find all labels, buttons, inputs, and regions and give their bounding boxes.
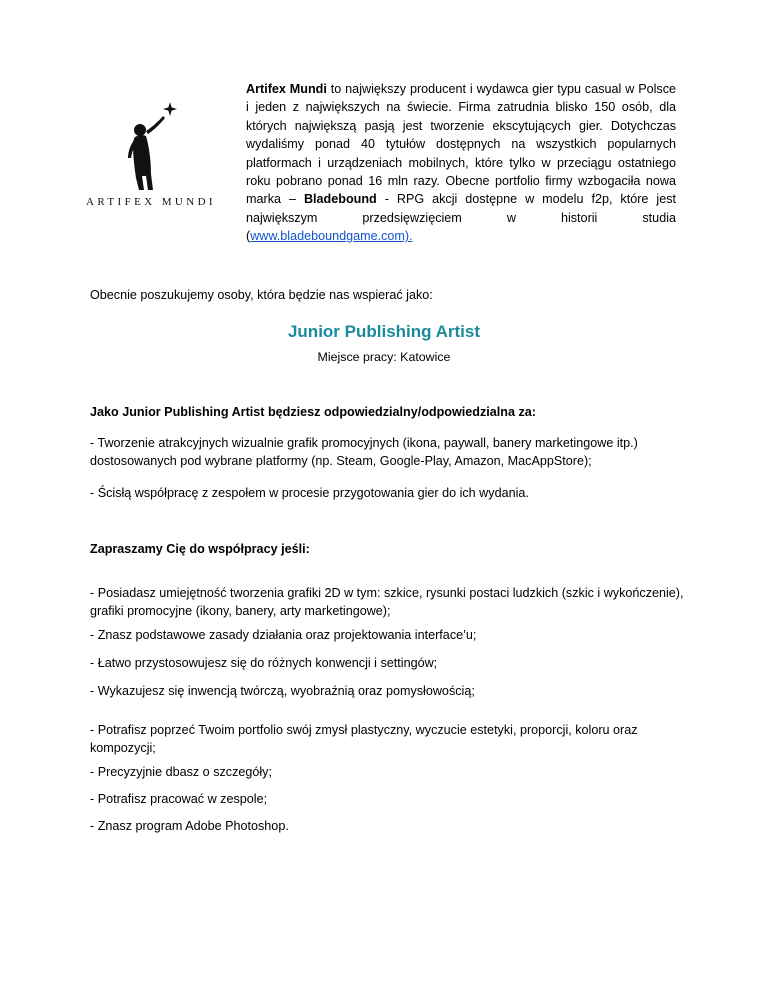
intro-text-1: to największy producent i wydawca gier typu casual w Polsce i jeden z największych na świecie. Firma zatrudnia blisko 150 osób, dla których największą pasją jest tworzenie ekscytujących gier. Dotychczas wydaliśmy ponad 40 tytułów dostępnych na wszystkich popularnych platformach i urządzeniach mobilnych, które tylko w przeciągu ostatniego roku pobrano ponad 16 mln razy. Obecne portfolio firmy wzbogaciła nowa marka – [246, 82, 677, 207]
requirement-item: - Wykazujesz się inwencją twórczą, wyobraźnią oraz pomysłowością; [90, 684, 475, 698]
requirement-item: - Potrafisz pracować w zespole; [90, 792, 268, 806]
requirement-item: - Potrafisz poprzeć Twoim portfolio swój zmysł plastyczny, wyczucie estetyki, proporcji, koloru oraz kompozycji; [90, 723, 638, 755]
requirement-item: - Znasz program Adobe Photoshop. [90, 819, 289, 833]
requirement-item: - Precyzyjnie dbasz o szczegóły; [90, 765, 272, 779]
requirement-item: - Znasz podstawowe zasady działania oraz projektowania interface’u; [90, 628, 477, 642]
requirement-item: - Łatwo przystosowujesz się do różnych konwencji i settingów; [90, 656, 438, 670]
lead-sentence: Obecnie poszukujemy osoby, która będzie nas wspierać jako: [90, 288, 433, 302]
company-logo [80, 100, 222, 218]
responsibility-item: - Tworzenie atrakcyjnych wizualnie grafik promocyjnych (ikona, paywall, banery marketingowe itp.) dostosowanych pod wybrane platformy (np. Steam, Google-Play, Amazon, MacAppStore); [90, 436, 638, 468]
intro-text-2: - RPG akcji dostępne w modelu f2p, które jest największym przedsięwzięciem w historii studia ( [246, 192, 676, 244]
job-location: Miejsce pracy: Katowice [317, 350, 451, 364]
requirements-heading: Zapraszamy Cię do współpracy jeśli: [90, 542, 310, 556]
bladebound-link[interactable]: www.bladeboundgame.com). [250, 229, 413, 244]
logo-wordmark: ARTIFEX MUNDI [85, 196, 216, 208]
figure-reaching-star-icon [118, 100, 182, 192]
company-name: Artifex Mundi [246, 82, 327, 96]
company-intro [246, 80, 676, 246]
requirement-item: - Posiadasz umiejętność tworzenia grafiki 2D w tym: szkice, rysunki postaci ludzkich (szkic i wykończenie), grafiki promocyjne (ikony, banery, arty marketingowe); [90, 586, 684, 618]
job-title: Junior Publishing Artist [287, 322, 481, 341]
responsibility-item: - Ścisłą współpracę z zespołem w procesie przygotowania gier do ich wydania. [90, 486, 529, 500]
responsibilities-heading: Jako Junior Publishing Artist będziesz odpowiedzialny/odpowiedzialna za: [90, 405, 536, 419]
brand-name: Bladebound [303, 192, 377, 207]
